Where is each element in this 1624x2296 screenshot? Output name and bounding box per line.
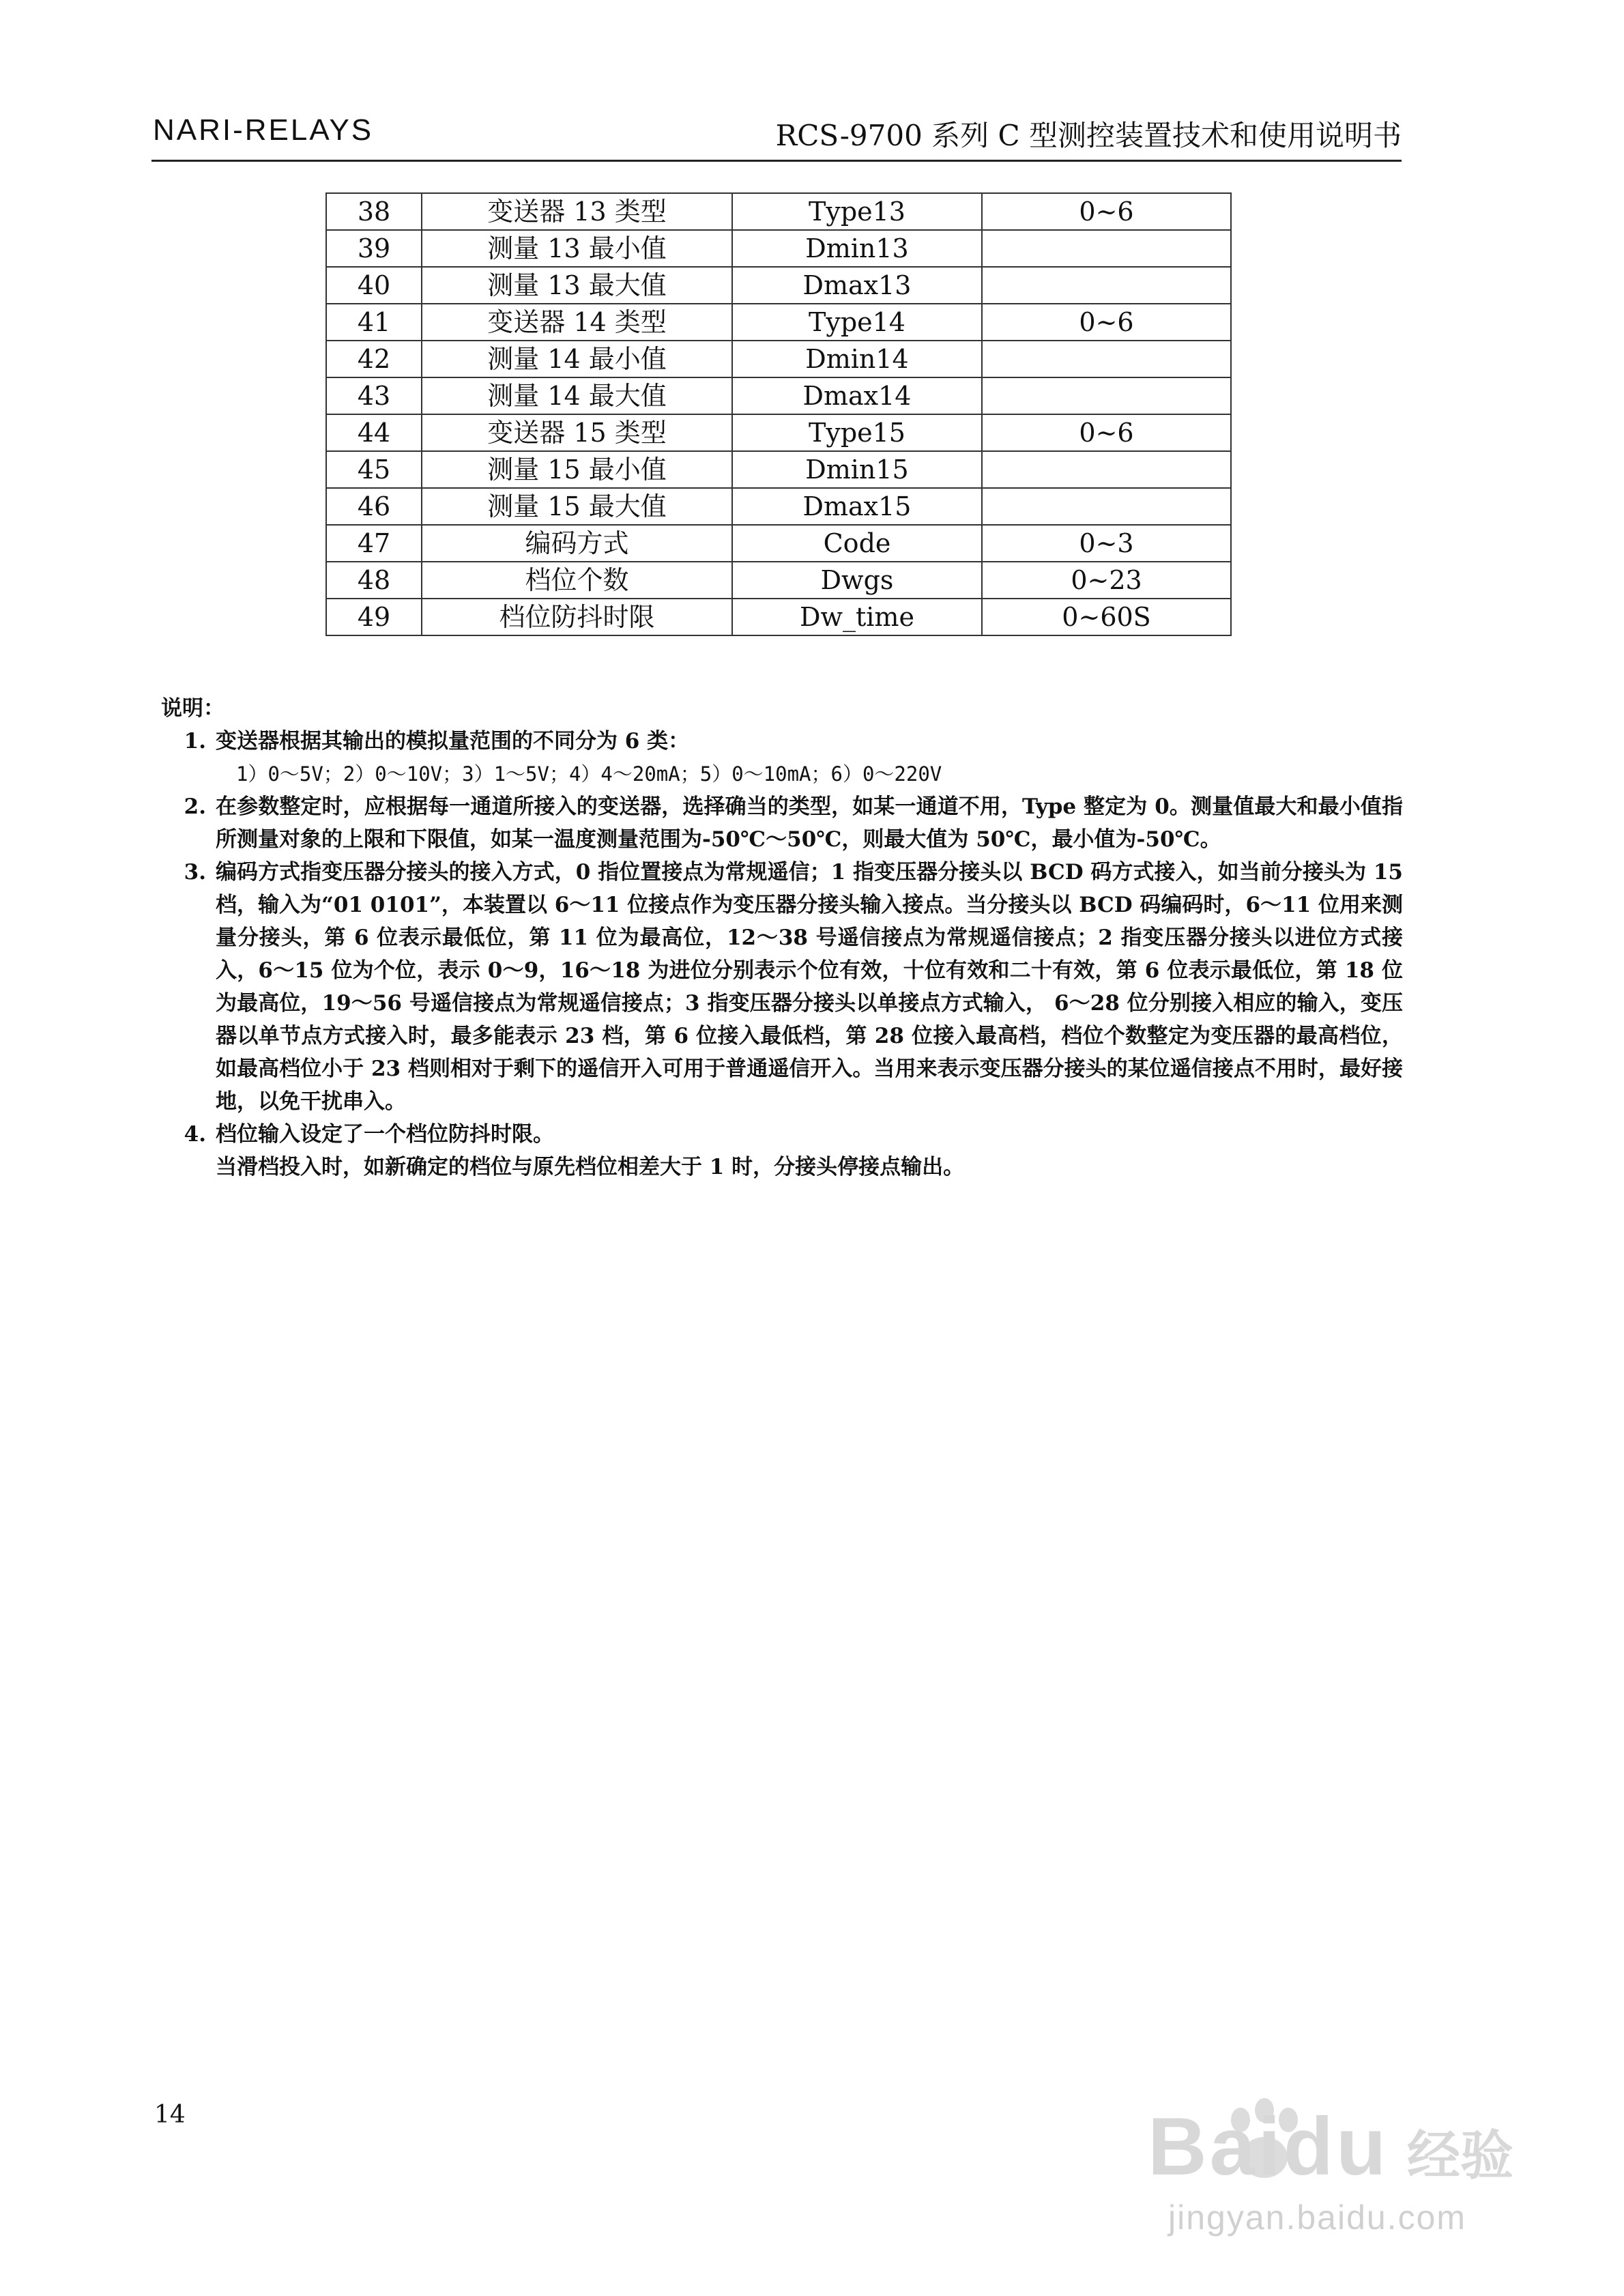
cell-symbol: Type14 <box>732 304 982 341</box>
cell-index: 49 <box>326 599 422 635</box>
table-row <box>326 341 1231 377</box>
cell-index: 39 <box>326 230 422 267</box>
cell-name: 变送器 14 类型 <box>422 304 732 341</box>
cell-symbol: Dmin13 <box>732 230 982 267</box>
note-subtext: 1）0～5V；2）0～10V；3）1～5V；4）4～20mA；5）0～10mA；6）0～220V <box>236 762 942 786</box>
note-item-1 <box>161 725 1403 790</box>
cell-name: 档位防抖时限 <box>422 599 732 635</box>
note-text: 变送器根据其输出的模拟量范围的不同分为 6 类： <box>216 729 690 754</box>
cell-symbol: Dmax13 <box>732 267 982 304</box>
cell-index: 48 <box>326 562 422 599</box>
table-row <box>326 304 1231 341</box>
cell-index: 45 <box>326 451 422 488</box>
cell-range <box>982 341 1231 377</box>
cell-name: 测量 13 最小值 <box>422 230 732 267</box>
cell-index: 40 <box>326 267 422 304</box>
cell-symbol: Dw_time <box>732 599 982 635</box>
cell-range <box>982 267 1231 304</box>
cell-name: 测量 13 最大值 <box>422 267 732 304</box>
watermark-url: jingyan.baidu.com <box>1168 2198 1467 2237</box>
note-item-2 <box>161 790 1403 856</box>
cell-index: 46 <box>326 488 422 525</box>
table-row <box>326 193 1231 230</box>
cell-range: 0~23 <box>982 562 1231 599</box>
cell-name: 编码方式 <box>422 525 732 562</box>
cell-index: 43 <box>326 377 422 414</box>
cell-range <box>982 230 1231 267</box>
header-doc-title: RCS-9700 系列 C 型测控装置技术和使用说明书 <box>775 119 1402 152</box>
note-item-4 <box>161 1118 1403 1183</box>
page-number: 14 <box>154 2101 186 2129</box>
table-row <box>326 488 1231 525</box>
table-row <box>326 451 1231 488</box>
cell-range: 0~6 <box>982 193 1231 230</box>
cell-name: 测量 14 最大值 <box>422 377 732 414</box>
cell-range: 0~3 <box>982 525 1231 562</box>
cell-range <box>982 488 1231 525</box>
table-row <box>326 599 1231 635</box>
cell-name: 档位个数 <box>422 562 732 599</box>
baidu-watermark <box>1148 2083 1530 2240</box>
cell-symbol: Dmax14 <box>732 377 982 414</box>
cell-symbol: Dmin14 <box>732 341 982 377</box>
notes-title: 说明： <box>161 696 224 721</box>
table-row <box>326 377 1231 414</box>
header-brand: NARI-RELAYS <box>153 113 374 147</box>
cell-range: 0~60S <box>982 599 1231 635</box>
note-number: 1. <box>184 729 206 754</box>
table-row <box>326 414 1231 451</box>
note-text: 档位输入设定了一个档位防抖时限。 <box>216 1122 554 1147</box>
watermark-sub: 经验 <box>1407 2125 1514 2187</box>
note-continuation: 当滑档投入时，如新确定的档位与原先档位相差大于 1 时，分接头停接点输出。 <box>216 1155 965 1179</box>
watermark-brand: Baidu <box>1148 2101 1389 2192</box>
cell-range <box>982 451 1231 488</box>
cell-index: 44 <box>326 414 422 451</box>
note-number: 4. <box>184 1122 206 1147</box>
note-text: 编码方式指变压器分接头的接入方式，0 指位置接点为常规遥信；1 指变压器分接头以 BCD 码方式接入，如当前分接头为 15 档，输入为“01 0101”，本装置以 6～11 位接点作为变压器分接头输入接点。当分接头以 BCD 码编码时，6～11 位用来测量分接头，第 6 位表示最低位，第 11 位为最高位，12～38 号遥信接点为常规遥信接点；2 指变压器分接头以进位方式接入，6～15 位为个位，表示 0～9，16～18 为进位分别表示个位有效，十位有效和二十有效，第 6 位表示最低位，第 18 位为最高位，19～56 号遥信接点为常规遥信接点；3 指变压器分接头以单接点方式输入， 6～28 位分别接入相应的输入，变压器以单节点方式接入时，最多能表示 23 档，第 6 位接入最低档，第 28 位接入最高档，档位个数整定为变压器的最高档位，如最高档位小于 23 档则相对于剩下的遥信开入可用于普通遥信开入。当用来表示变压器分接头的某位遥信接点不用时，最好接地，以免干扰串入。 <box>216 860 1403 1114</box>
cell-symbol: Type13 <box>732 193 982 230</box>
table-row <box>326 230 1231 267</box>
cell-name: 测量 14 最小值 <box>422 341 732 377</box>
cell-name: 测量 15 最大值 <box>422 488 732 525</box>
header-rule <box>151 160 1402 162</box>
table-row <box>326 562 1231 599</box>
note-item-3 <box>161 856 1403 1118</box>
parameter-table <box>325 192 1232 636</box>
cell-index: 42 <box>326 341 422 377</box>
cell-symbol: Dmin15 <box>732 451 982 488</box>
cell-index: 47 <box>326 525 422 562</box>
cell-symbol: Dmax15 <box>732 488 982 525</box>
table-row <box>326 267 1231 304</box>
cell-range: 0~6 <box>982 304 1231 341</box>
cell-name: 变送器 15 类型 <box>422 414 732 451</box>
cell-index: 38 <box>326 193 422 230</box>
cell-index: 41 <box>326 304 422 341</box>
cell-range <box>982 377 1231 414</box>
note-number: 3. <box>184 860 206 885</box>
notes-section <box>161 692 1403 1183</box>
note-text: 在参数整定时，应根据每一通道所接入的变送器，选择确当的类型，如某一通道不用，Type 整定为 0。测量值最大和最小值指所测量对象的上限和下限值，如某一温度测量范围为-50℃～50℃，则最大值为 50℃，最小值为-50℃。 <box>216 794 1403 852</box>
table-row <box>326 525 1231 562</box>
cell-symbol: Type15 <box>732 414 982 451</box>
cell-range: 0~6 <box>982 414 1231 451</box>
cell-symbol: Code <box>732 525 982 562</box>
note-number: 2. <box>184 794 206 819</box>
cell-name: 变送器 13 类型 <box>422 193 732 230</box>
cell-symbol: Dwgs <box>732 562 982 599</box>
cell-name: 测量 15 最小值 <box>422 451 732 488</box>
